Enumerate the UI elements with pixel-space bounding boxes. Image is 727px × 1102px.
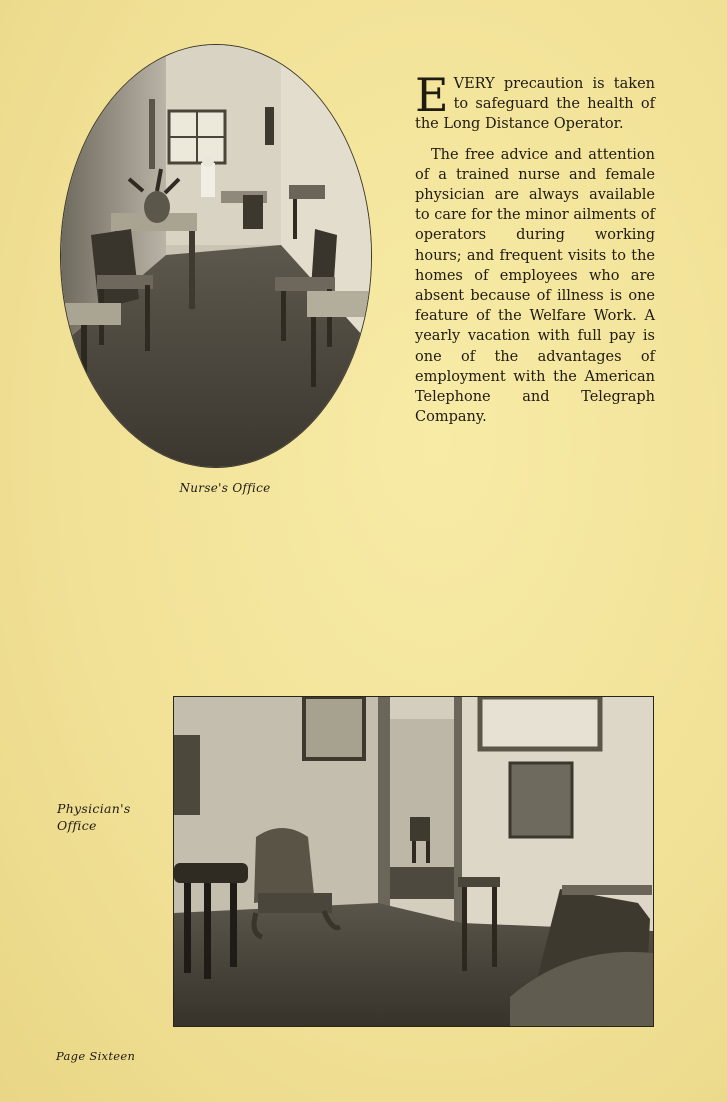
- physician-caption-line-2: Office: [57, 818, 97, 833]
- drop-cap: E: [415, 68, 449, 122]
- nurse-office-caption: Nurse's Office: [179, 481, 271, 495]
- physician-office-photo: [173, 696, 654, 1027]
- nurse-office-photo: [60, 44, 372, 468]
- physician-office-caption: [57, 800, 167, 834]
- physician-caption-line-1: Physician's: [57, 801, 131, 816]
- page-number: Page Sixteen: [56, 1049, 136, 1063]
- article-text: [415, 68, 655, 427]
- article-paragraph-1: [415, 68, 655, 135]
- paragraph-1-text: VERY precaution is taken to safeguard the health of the Long Distance Operator.: [415, 76, 655, 133]
- article-paragraph-2: The free advice and attention of a trained nurse and female physician are always available to care for the minor ailments of operators during working hours; and frequent visits to the homes of employees who are absent because of illness is one feature of the Welfare Work. A yearly vacation with full pay is one of the advantages of employment with the American Telephone and Telegraph Company.: [415, 146, 655, 426]
